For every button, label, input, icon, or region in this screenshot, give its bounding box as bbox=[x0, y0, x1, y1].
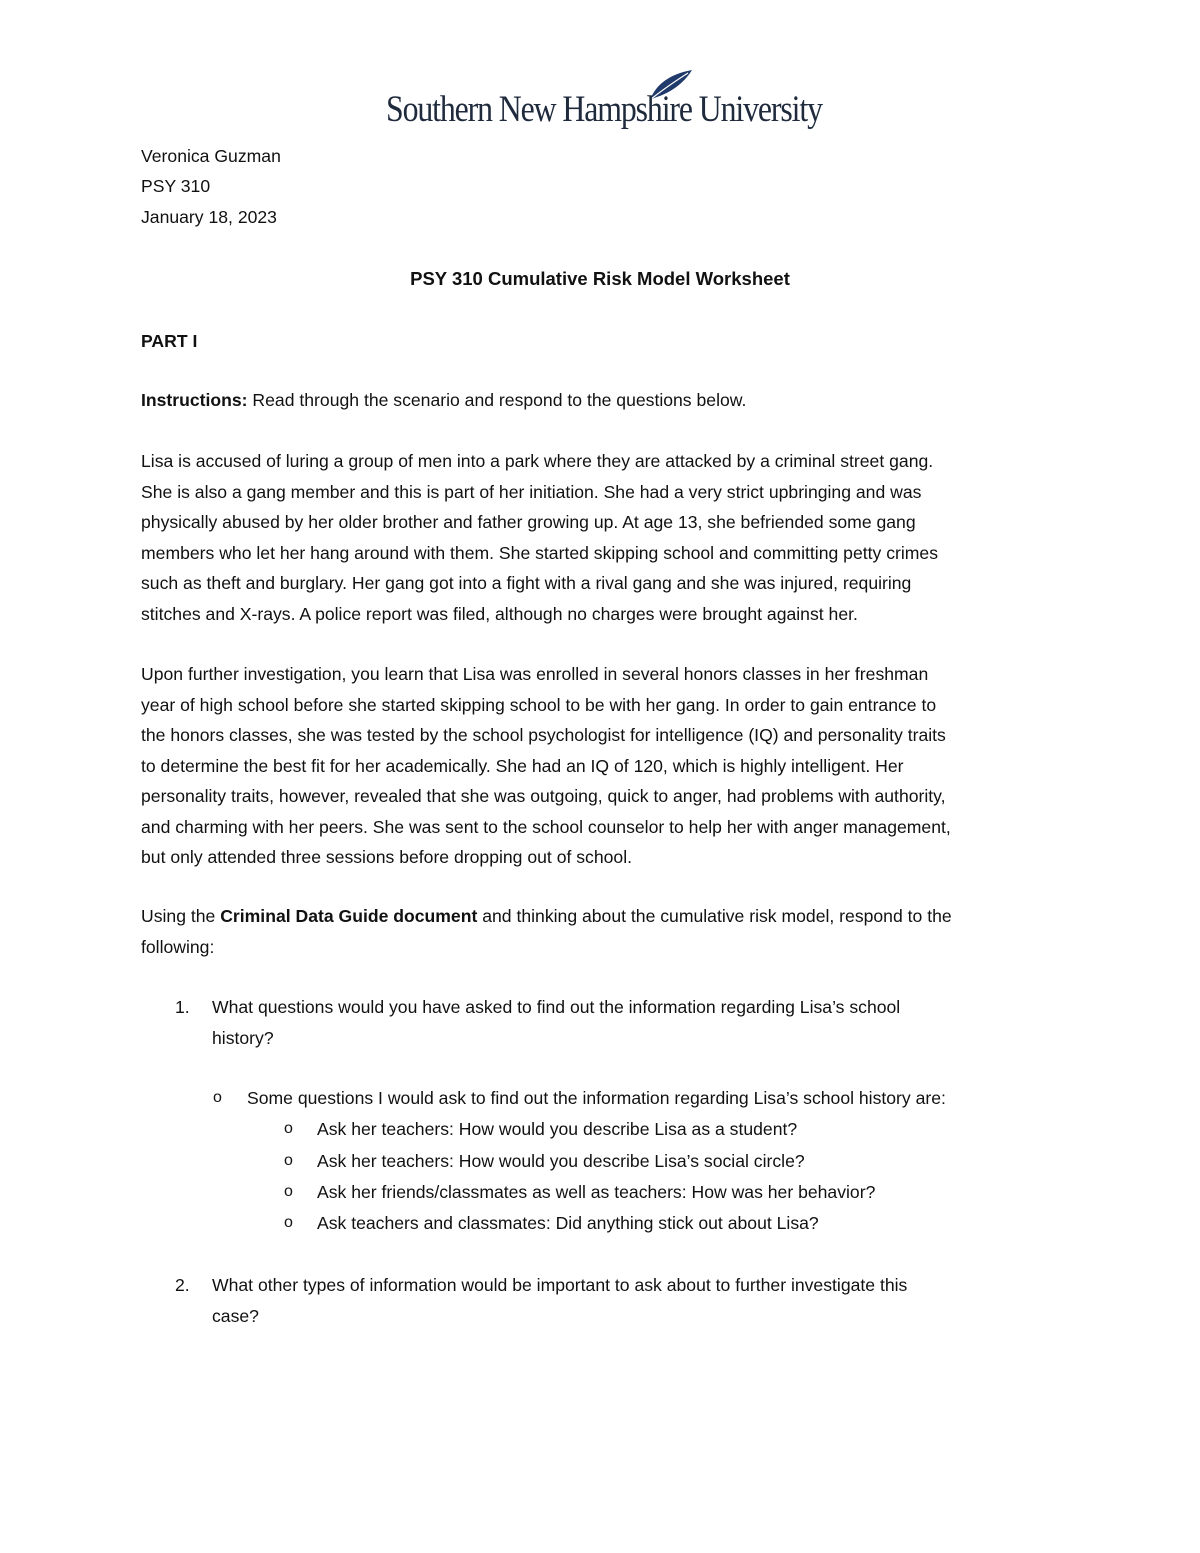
paragraph-line: year of high school before she started skipping school to be with her gang. In order to gain entrance to bbox=[141, 694, 937, 715]
paragraph-line: members who let her hang around with them. She started skipping school and committing petty crimes bbox=[141, 542, 938, 563]
paragraph-line: and charming with her peers. She was sent to the school counselor to help her with anger management, bbox=[141, 816, 951, 837]
paragraph-line: the honors classes, she was tested by the school psychologist for intelligence (IQ) and personality traits bbox=[141, 725, 946, 745]
scenario-paragraph-2 bbox=[141, 659, 1071, 873]
paragraph-line: but only attended three sessions before dropping out of school. bbox=[141, 847, 633, 867]
paragraph-line: stitches and X-rays. A police report was filed, although no charges were brought against her. bbox=[141, 603, 858, 624]
instructions bbox=[141, 385, 746, 415]
bullet-o-icon: o bbox=[284, 1214, 293, 1231]
bullet-o-icon: o bbox=[284, 1183, 293, 1200]
question-line: What questions would you have asked to find out the information regarding Lisa’s school bbox=[212, 997, 901, 1017]
bullet-o-icon: o bbox=[284, 1120, 293, 1137]
paragraph-line: Lisa is accused of luring a group of men into a park where they are attacked by a criminal street gang. bbox=[141, 451, 934, 471]
question-number: 1. bbox=[175, 997, 190, 1017]
answer-1-item: Ask her teachers: How would you describe Lisa as a student? bbox=[317, 1119, 798, 1139]
answer-1-item: Ask her friends/classmates as well as teachers: How was her behavior? bbox=[317, 1182, 876, 1202]
part-heading: PART I bbox=[141, 331, 198, 351]
paragraph-line: such as theft and burglary. Her gang got into a fight with a rival gang and she was injured, requiring bbox=[141, 573, 912, 593]
question-1-text bbox=[212, 992, 900, 1053]
paragraph-line: physically abused by her older brother and father growing up. At age 13, she befriended some gang bbox=[141, 512, 916, 532]
criminal-data-guide-reference: Criminal Data Guide document bbox=[220, 906, 478, 926]
paragraph-line: personality traits, however, revealed that she was outgoing, quick to anger, had problems with authority, bbox=[141, 786, 946, 806]
student-name: Veronica Guzman bbox=[141, 146, 281, 166]
question-line: What other types of information would be important to ask about to further investigate this bbox=[212, 1275, 908, 1295]
document-date: January 18, 2023 bbox=[141, 207, 277, 227]
logo-wordmark: Southern New Hampshire University bbox=[386, 89, 822, 130]
answer-1-item: Ask her teachers: How would you describe Lisa’s social circle? bbox=[317, 1151, 805, 1171]
instructions-text: Read through the scenario and respond to the questions below. bbox=[247, 390, 747, 410]
question-line: history? bbox=[212, 1027, 274, 1048]
question-number: 2. bbox=[175, 1275, 190, 1295]
paragraph-line bbox=[141, 901, 1071, 932]
answer-1-intro: Some questions I would ask to find out the information regarding Lisa’s school history are: bbox=[247, 1088, 946, 1108]
answer-1-item: Ask teachers and classmates: Did anything stick out about Lisa? bbox=[317, 1213, 819, 1233]
instructions-label: Instructions: bbox=[141, 390, 248, 410]
scenario-paragraph-1 bbox=[141, 446, 1071, 629]
using-prefix: Using the bbox=[141, 906, 221, 926]
paragraph-line: Upon further investigation, you learn that Lisa was enrolled in several honors classes in her freshman bbox=[141, 664, 929, 684]
paragraph-line: to determine the best fit for her academically. She had an IQ of 120, which is highly intelligent. Her bbox=[141, 755, 904, 776]
using-paragraph bbox=[141, 901, 1071, 962]
university-logo bbox=[386, 68, 822, 140]
course-code: PSY 310 bbox=[141, 176, 211, 196]
bullet-o-icon: o bbox=[284, 1152, 293, 1169]
using-suffix: and thinking about the cumulative risk model, respond to the bbox=[477, 906, 952, 926]
question-2-text bbox=[212, 1270, 907, 1331]
page-title: PSY 310 Cumulative Risk Model Worksheet bbox=[410, 268, 790, 289]
question-line: case? bbox=[212, 1305, 259, 1326]
paragraph-line: following: bbox=[141, 936, 215, 957]
paragraph-line: She is also a gang member and this is part of her initiation. She had a very strict upbringing and was bbox=[141, 481, 922, 502]
bullet-o-icon: o bbox=[213, 1089, 222, 1106]
